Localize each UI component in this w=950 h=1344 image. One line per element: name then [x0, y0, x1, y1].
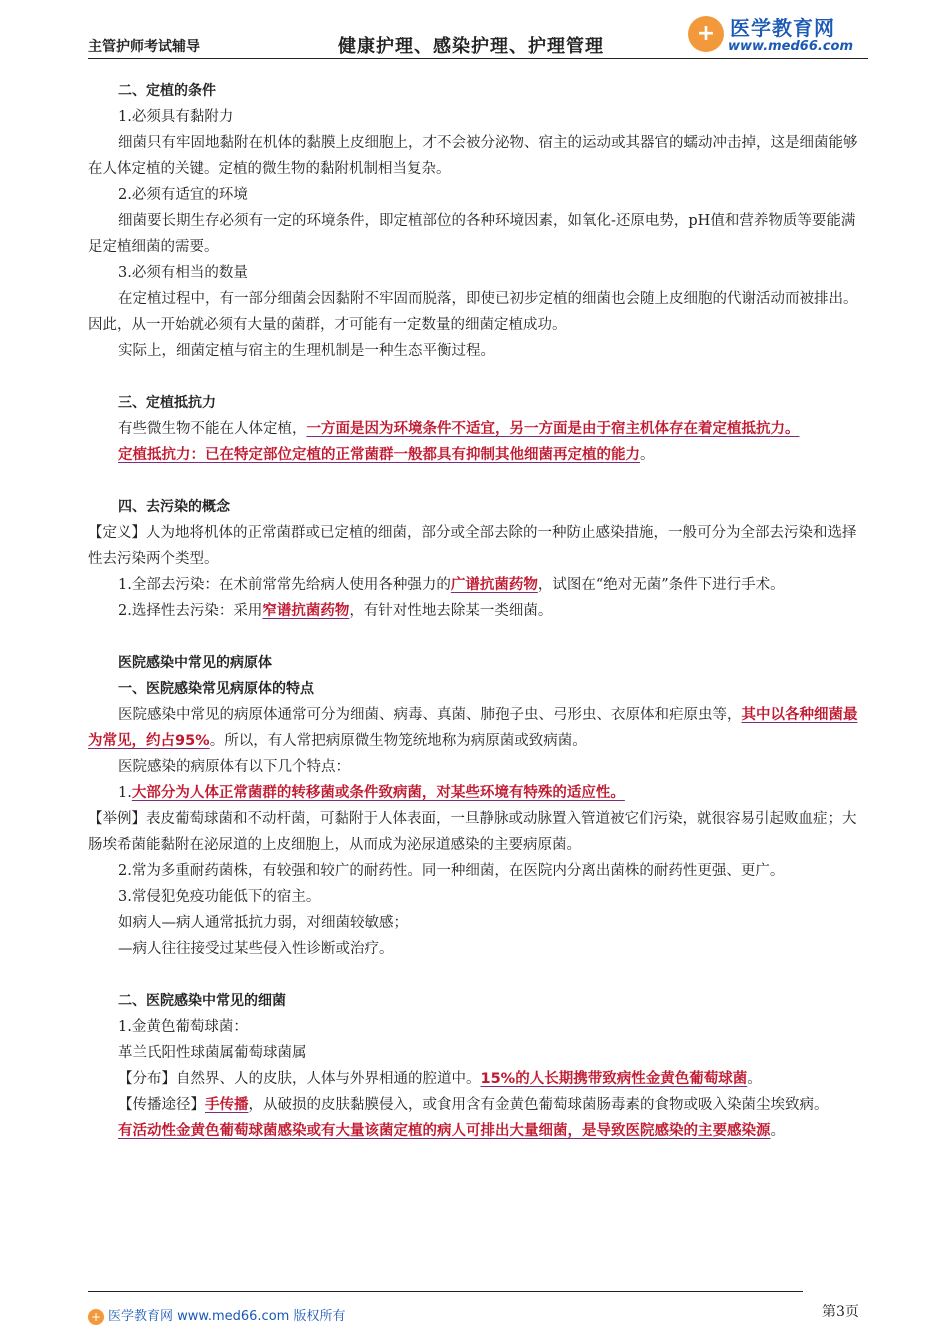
paragraph — [88, 572, 866, 598]
text-run: 2.选择性去污染：采用 — [118, 603, 263, 619]
paragraph: 细菌只有牢固地黏附在机体的黏膜上皮细胞上，才不会被分泌物、宿主的运动或其器官的蠕动冲击掉，这是细菌能够在人体定植的关键。定植的微生物的黏附机制相当复杂。 — [88, 135, 858, 177]
paragraph — [88, 702, 866, 754]
paragraph — [88, 442, 866, 468]
subsection-heading: 一、医院感染常见病原体的特点 — [118, 681, 314, 697]
section-heading: 二、医院感染中常见的细菌 — [118, 993, 286, 1009]
text-run: ，从破损的皮肤黏膜侵入，或食用含有金黄色葡萄球菌肠毒素的食物或吸入染菌尘埃致病。 — [248, 1097, 829, 1113]
text-run: 1.全部去污染：在术前常常先给病人使用各种强力的 — [118, 577, 451, 593]
paragraph: 3.必须有相当的数量 — [118, 265, 248, 281]
paragraph: 在定植过程中，有一部分细菌会因黏附不牢固而脱落，即使已初步定植的细菌也会随上皮细胞的代谢活动而被排出。因此，从一开始就必须有大量的菌群，才可能有一定数量的细菌定植成功。 — [88, 291, 858, 333]
header-center-title: 健康护理、感染护理、护理管理 — [338, 36, 604, 57]
paragraph — [88, 416, 866, 442]
highlight-text: 定植抵抗力：已在特定部位定植的正常菌群一般都具有抑制其他细菌再定植的能力 — [118, 447, 640, 463]
header-left-title: 主管护师考试辅导 — [88, 39, 200, 55]
highlight-text: 15%的人长期携带致病性金黄色葡萄球菌 — [480, 1071, 748, 1087]
paragraph — [88, 1066, 866, 1092]
text-run: 。 — [747, 1071, 762, 1087]
paragraph — [88, 1118, 866, 1144]
highlight-text: 广谱抗菌药物 — [450, 577, 538, 593]
text-run: 。 — [640, 447, 655, 463]
highlight-text: 一方面是因为环境条件不适宜，另一方面是由于宿主机体存在着定植抵抗力。 — [306, 421, 800, 437]
paragraph: —病人往往接受过某些侵入性诊断或治疗。 — [118, 941, 394, 957]
paragraph — [88, 598, 866, 624]
footer-text: 医学教育网 www.med66.com 版权所有 — [108, 1309, 346, 1324]
text-run: 【分布】自然界、人的皮肤，人体与外界相通的腔道中。 — [118, 1071, 481, 1087]
document-body — [88, 78, 866, 1144]
highlight-text: 大部分为人体正常菌群的转移菌或条件致病菌，对某些环境有特殊的适应性。 — [131, 785, 625, 801]
highlight-text: 手传播 — [205, 1097, 249, 1113]
text-run: ，有针对性地去除某一类细菌。 — [349, 603, 553, 619]
paragraph — [88, 1092, 866, 1118]
paragraph: 如病人—病人通常抵抗力弱，对细菌较敏感； — [118, 915, 408, 931]
medical-cross-icon: + — [88, 1309, 104, 1325]
page-number: 第3页 — [822, 1304, 859, 1320]
highlight-text: 窄谱抗菌药物 — [262, 603, 350, 619]
paragraph: 1.金黄色葡萄球菌： — [118, 1019, 248, 1035]
paragraph: 2.必须有适宜的环境 — [118, 187, 248, 203]
text-run: ，试图在“绝对无菌”条件下进行手术。 — [537, 577, 785, 593]
highlight-text: 其中以各种细菌最为常见，约占95% — [88, 707, 858, 749]
logo-url: www.med66.com — [728, 39, 854, 54]
section-heading: 四、去污染的概念 — [118, 499, 230, 515]
paragraph: 医院感染的病原体有以下几个特点： — [118, 759, 350, 775]
paragraph: 【定义】人为地将机体的正常菌群或已定植的细菌，部分或全部去除的一种防止感染措施，一般可分为全部去污染和选择性去污染两个类型。 — [88, 525, 857, 567]
highlight-text: 有活动性金黄色葡萄球菌感染或有大量该菌定植的病人可排出大量细菌，是导致医院感染的主要感染源 — [118, 1123, 771, 1139]
paragraph: 1.必须具有黏附力 — [118, 109, 234, 125]
section-heading: 二、定植的条件 — [118, 83, 216, 99]
text-run: 医院感染中常见的病原体通常可分为细菌、病毒、真菌、肺孢子虫、弓形虫、衣原体和疟原虫等， — [118, 707, 742, 723]
med66-logo[interactable] — [688, 12, 888, 60]
footer-copyright[interactable] — [88, 1305, 345, 1325]
text-run: 1. — [118, 785, 132, 801]
footer-divider — [88, 1291, 803, 1292]
medical-cross-icon: + — [688, 16, 724, 52]
paragraph: 2.常为多重耐药菌株，有较强和较广的耐药性。同一种细菌，在医院内分离出菌株的耐药性更强、更广。 — [118, 863, 785, 879]
paragraph: 实际上，细菌定植与宿主的生理机制是一种生态平衡过程。 — [118, 343, 495, 359]
paragraph: 细菌要长期生存必须有一定的环境条件，即定植部位的各种环境因素，如氧化-还原电势，pH值和营养物质等要能满足定植细菌的需要。 — [88, 213, 856, 255]
text-run: 有些微生物不能在人体定植， — [118, 421, 307, 437]
section-heading: 三、定植抵抗力 — [118, 395, 216, 411]
paragraph — [88, 780, 866, 806]
text-run: 【传播途径】 — [118, 1097, 205, 1113]
paragraph: 革兰氏阳性球菌属葡萄球菌属 — [118, 1045, 307, 1061]
section-heading: 医院感染中常见的病原体 — [118, 655, 272, 671]
logo-name: 医学教育网 — [730, 16, 835, 40]
paragraph: 3.常侵犯免疫功能低下的宿主。 — [118, 889, 321, 905]
text-run: 。所以，有人常把病原微生物笼统地称为病原菌或致病菌。 — [209, 733, 587, 749]
text-run: 。 — [770, 1123, 785, 1139]
paragraph: 【举例】表皮葡萄球菌和不动杆菌，可黏附于人体表面，一旦静脉或动脉置入管道被它们污染，就很容易引起败血症；大肠埃希菌能黏附在泌尿道的上皮细胞上，从而成为泌尿道感染的主要病原菌。 — [88, 811, 857, 853]
